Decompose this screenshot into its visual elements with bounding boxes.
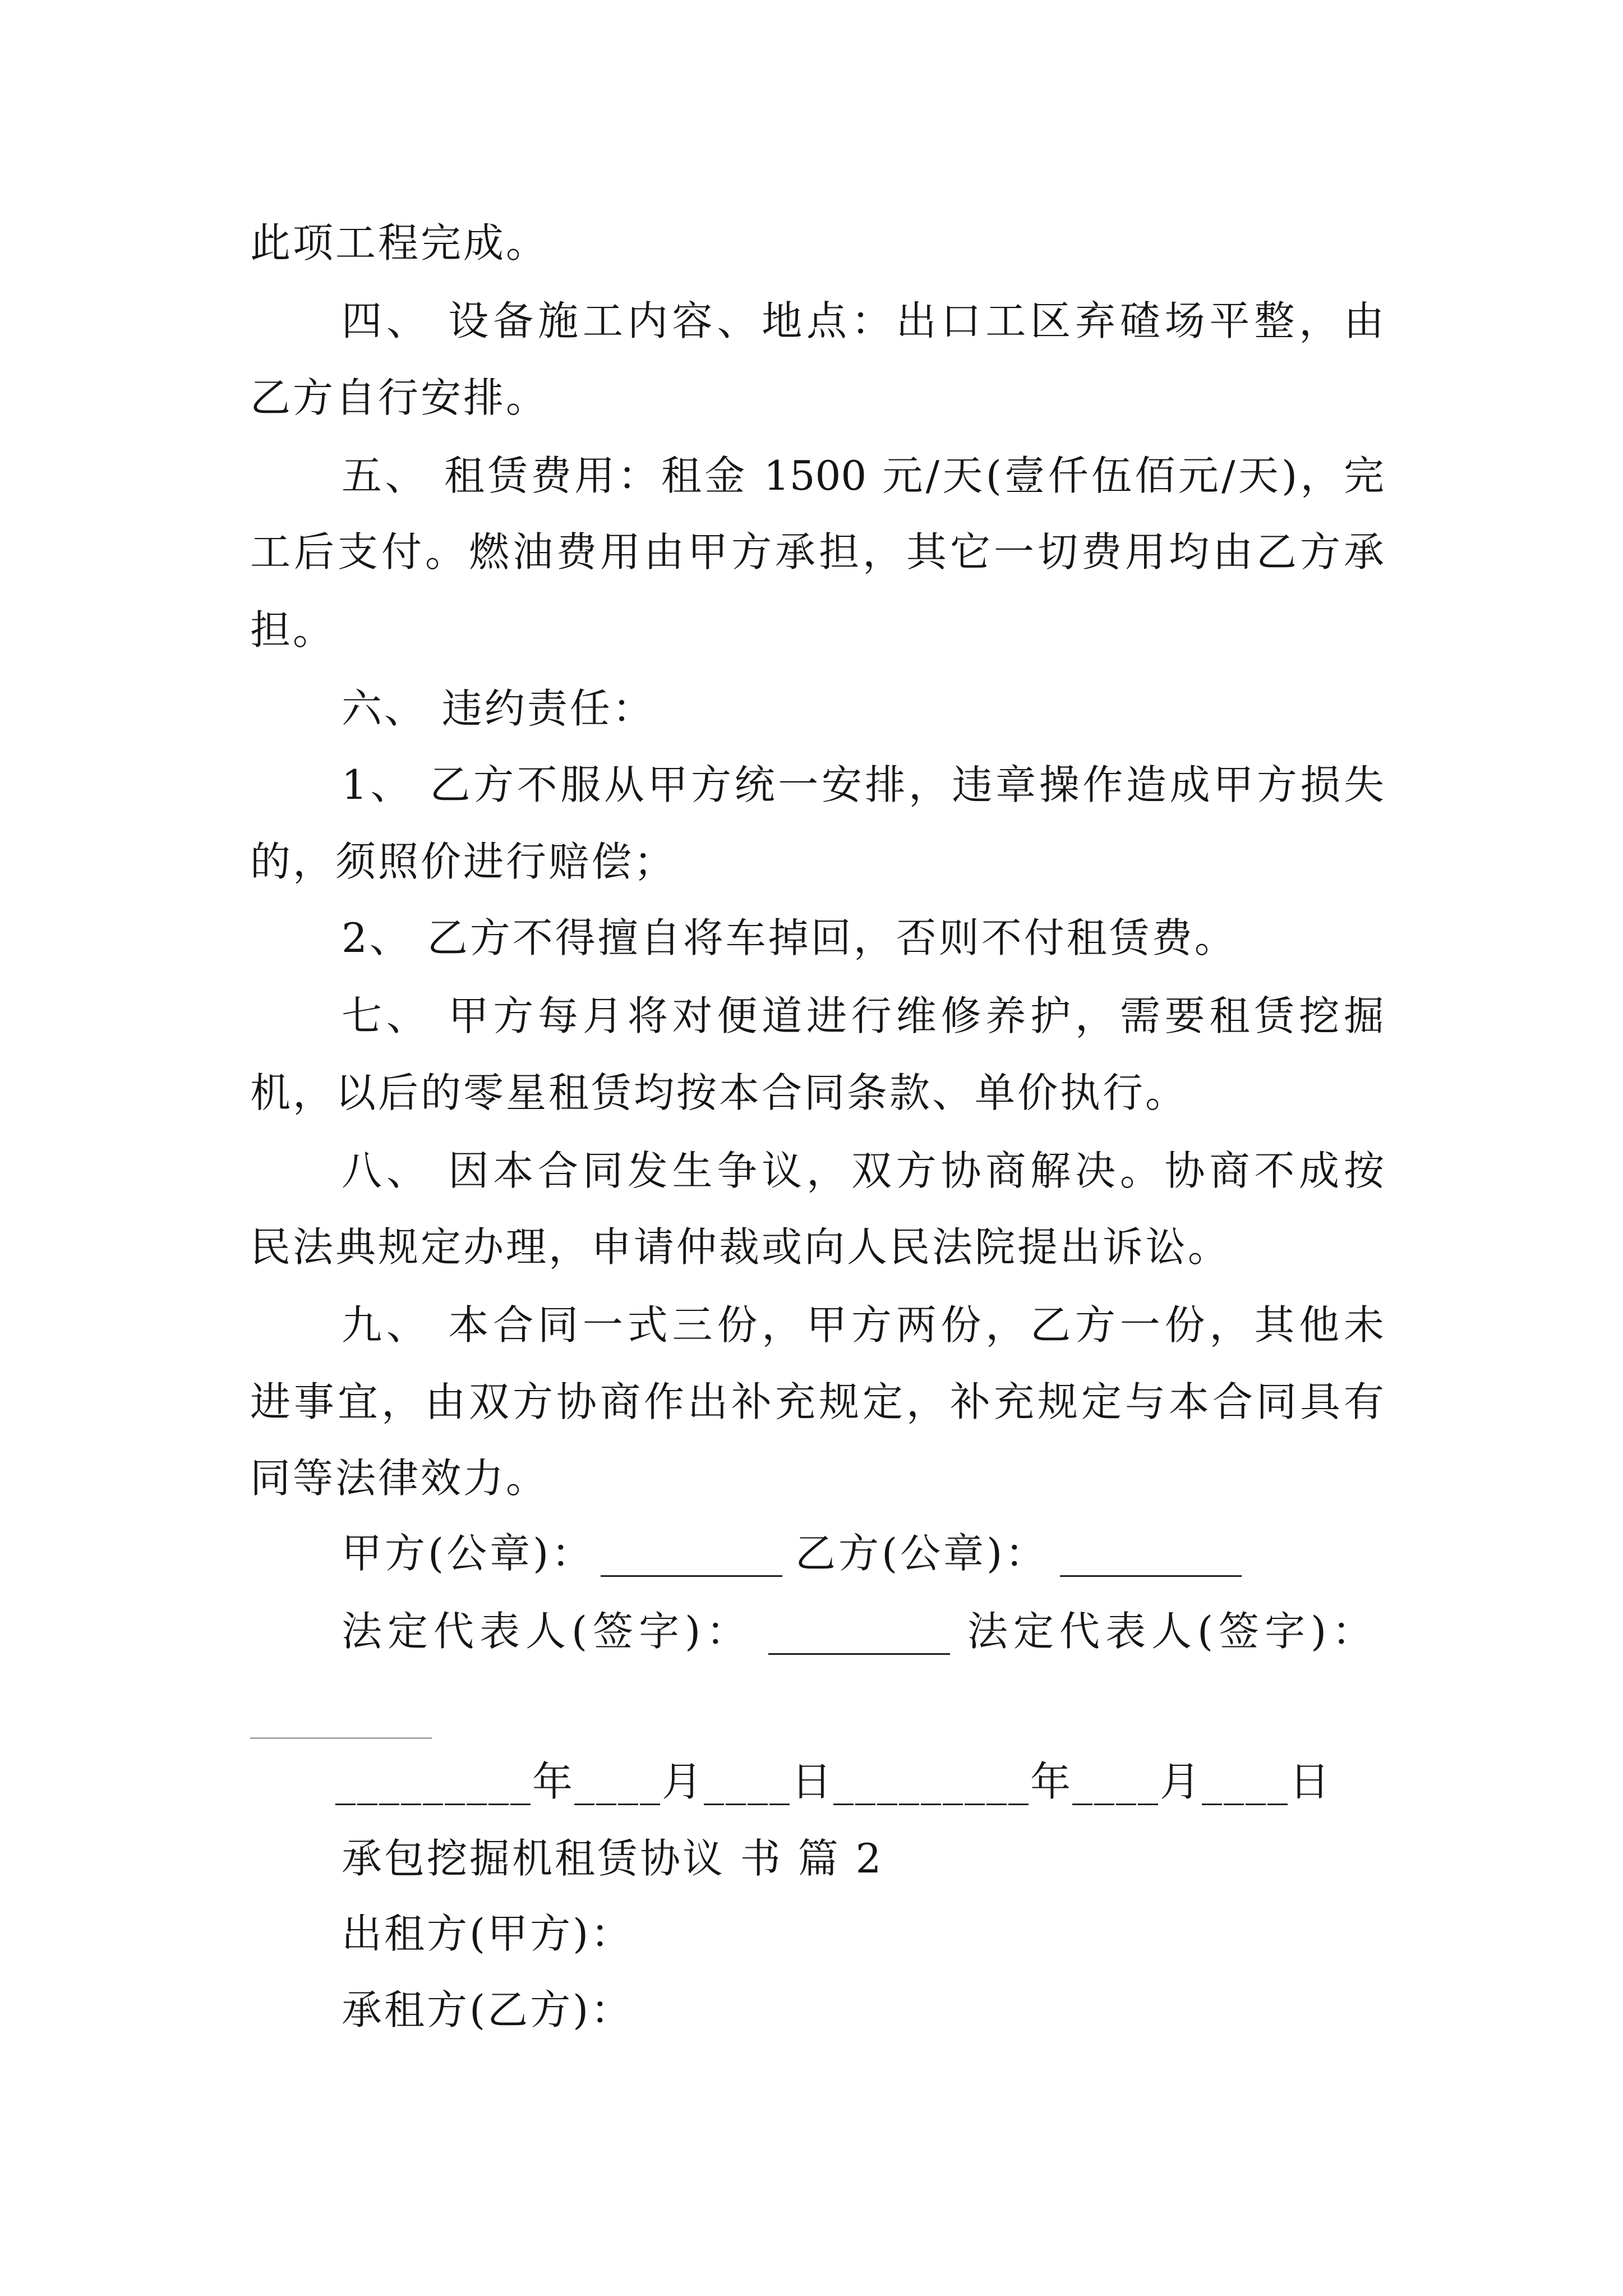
clause-4-line-2: 乙方自行安排。 — [250, 374, 549, 421]
clause-6-heading: 六、 违约责任： — [342, 685, 655, 732]
rep-a-label: 法定代表人(签字)： — [342, 1608, 753, 1655]
clause-8-line-2: 民法典规定办理，申请仲裁或向人民法院提出诉讼。 — [250, 1223, 1231, 1271]
signature-date-line: _________年____月____日_________年____月____日 — [335, 1758, 1331, 1805]
rep-b-label: 法定代表人(签字)： — [967, 1608, 1378, 1655]
clause-5-line-1: 五、 租赁费用：租金 1500 元/天(壹仟伍佰元/天)，完 — [342, 452, 1384, 499]
clause-8-line-1: 八、 因本合同发生争议，双方协商解决。协商不成按 — [342, 1147, 1384, 1194]
clause-5-line-3: 担。 — [250, 606, 336, 654]
clause-7-line-1: 七、 甲方每月将对便道进行维修养护，需要租赁挖掘 — [342, 992, 1384, 1039]
clause-9-line-1: 九、 本合同一式三份，甲方两份，乙方一份，其他未 — [342, 1301, 1384, 1349]
clause-9-line-3: 同等法律效力。 — [250, 1455, 549, 1502]
intro-tail-line: 此项工程完成。 — [250, 219, 549, 266]
clause-7-line-2: 机，以后的零星租赁均按本合同条款、单价执行。 — [250, 1069, 1188, 1116]
clause-6-item-1-line-1: 1、 乙方不服从甲方统一安排，违章操作造成甲方损失 — [342, 761, 1384, 808]
party-b-seal-blank: _________ — [1060, 1530, 1242, 1577]
party-b-seal-label: 乙方(公章)： — [795, 1530, 1049, 1577]
section-2-title: 承包挖掘机租赁协议 书 篇 2 — [342, 1835, 884, 1882]
clause-9-line-2: 进事宜，由双方协商作出补充规定，补充规定与本合同具有 — [250, 1378, 1384, 1425]
clause-6-item-1-line-2: 的，须照价进行赔偿； — [250, 838, 677, 885]
rep-b-blank: _________ — [250, 1692, 432, 1739]
clause-4-line-1: 四、 设备施工内容、地点：出口工区弃碴场平整，由 — [342, 297, 1384, 344]
clause-6-item-2-line-1: 2、 乙方不得擅自将车掉回，否则不付租赁费。 — [342, 914, 1237, 961]
rep-a-blank: _________ — [768, 1608, 950, 1655]
clause-5-line-2: 工后支付。燃油费用由甲方承担，其它一切费用均由乙方承 — [250, 528, 1384, 576]
party-a-seal-label: 甲方(公章)： — [342, 1530, 595, 1577]
party-a-seal-blank: _________ — [601, 1530, 782, 1577]
lessee-label: 承租方(乙方)： — [342, 1986, 634, 2033]
lessor-label: 出租方(甲方)： — [342, 1910, 634, 1957]
